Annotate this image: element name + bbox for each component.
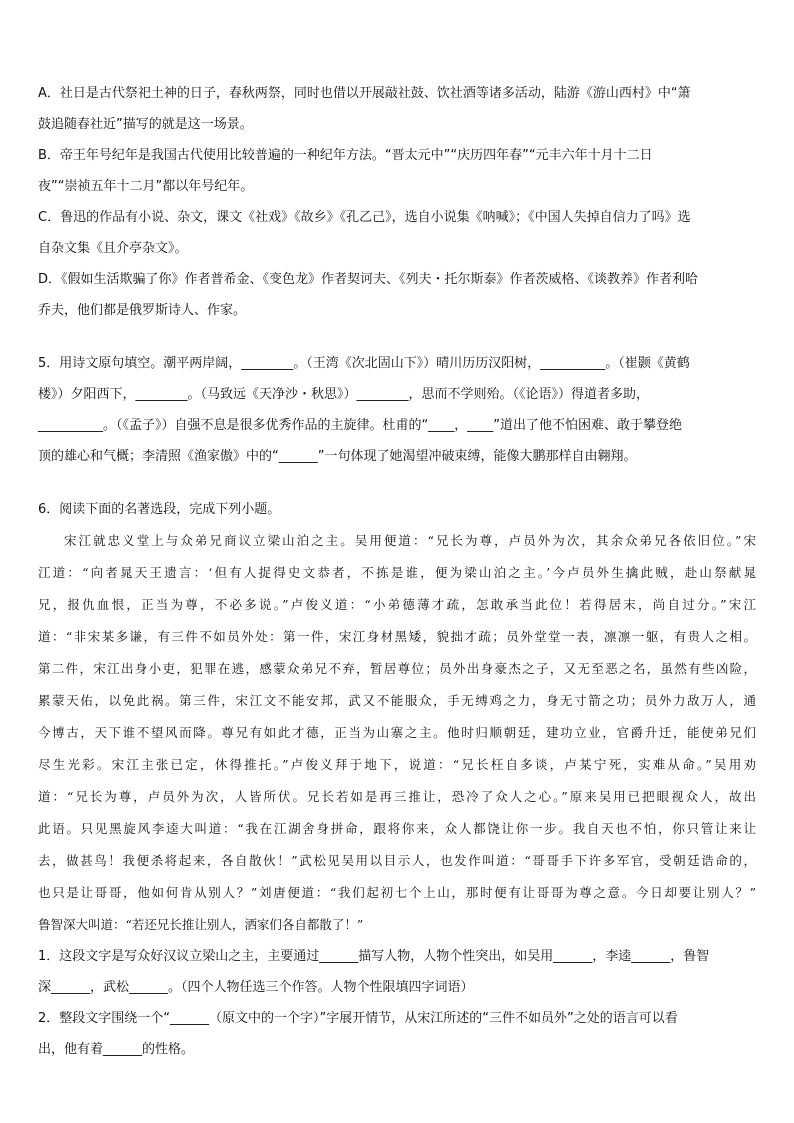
option-d-line-1: D．《假如生活欺骗了你》作者普希金、《变色龙》作者契诃夫、《列夫・托尔斯泰》作者茨威格、《谈教养》作者利哈 (38, 272, 699, 287)
q6-subquestion-2 (38, 1003, 756, 1065)
passage-line: 尽生光彩。宋江主张已定，休得推托。”卢俊义拜于地下，说道：“兄长枉自多谈，卢某宁死，实难从命。”吴用劝 (38, 757, 756, 772)
passage-line: 道：“非宋某多谦，有三件不如员外处：第一件，宋江身材黑矮，貌拙才疏；员外堂堂一表，凛凛一躯，有贵人之相。 (38, 629, 756, 644)
q5-line-1: 5．用诗文原句填空。潮平两岸阔，________。（王湾《次北固山下》）晴川历历汉阳树，__________。（崔颢《黄鹤 (38, 356, 690, 371)
option-b (38, 140, 756, 202)
passage-line: 第二件，宋江出身小吏，犯罪在逃，感蒙众弟兄不弃，暂居尊位；员外出身豪杰之子，又无至恶之名，虽然有些凶险， (38, 661, 756, 676)
q6-heading: 6．阅读下面的名著选段，完成下列小题。 (38, 502, 281, 517)
q5-line-2: 楼》）夕阳西下，________。（马致远《天净沙・秋思》）________，思而不学则殆。（《论语》）得道者多助， (38, 387, 650, 402)
passage-line: 去，做甚鸟！我便杀将起来，各自散伙！”武松见吴用以目示人，也发作叫道：“哥哥手下许多军官，受朝廷诰命的， (38, 853, 756, 868)
sub1-line-1: 1．这段文字是写众好汉议立梁山之主，主要通过______描写人物，人物个性突出，如吴用______，李逵______，鲁智 (38, 949, 710, 964)
option-a (38, 78, 756, 140)
spacer (38, 472, 756, 494)
passage-line: 今博古，天下谁不望风而降。尊兄有如此才德，正当为山寨之主。他时归顺朝廷，建功立业，官爵升迁，能使弟兄们 (38, 725, 756, 740)
option-b-line-1: B．帝王年号纪年是我国古代使用比较普遍的一种纪年方法。“晋太元中”“庆历四年春”“元丰六年十月十二日 (38, 148, 653, 163)
q6-passage (38, 525, 756, 941)
q6-subquestion-1 (38, 941, 756, 1003)
q5-line-3: __________。（《孟子》）自强不息是很多优秀作品的主旋律。杜甫的“____，____”道出了他不怕困难、敢于攀登绝 (38, 418, 682, 433)
passage-line: 宋江就忠义堂上与众弟兄商议立梁山泊之主。吴用便道：“兄长为尊，卢员外为次，其余众弟兄各依旧位。”宋 (64, 533, 756, 548)
option-c-line-2: 自杂文集《且介亭杂文》。 (38, 241, 188, 256)
passage-line: 江道：“向者晁天王遗言：‘但有人捉得史文恭者，不拣是谁，便为梁山泊之主。’今卢员外生擒此贼，赴山祭献晁 (38, 565, 756, 580)
passage-line: 累蒙天佑，以免此祸。第三件，宋江文不能安邦，武又不能服众，手无缚鸡之力，身无寸箭之功；员外力敌万人，通 (38, 693, 756, 708)
option-c (38, 202, 756, 264)
passage-line: 兄，报仇血恨，正当为尊，不必多说。”卢俊义道：“小弟德薄才疏，怎敢承当此位！若得居末，尚自过分。”宋江 (38, 597, 756, 612)
option-b-line-2: 夜”“崇祯五年十二月”都以年号纪年。 (38, 179, 254, 194)
question-5 (38, 348, 756, 472)
option-a-line-2: 鼓追随春社近”描写的就是这一场景。 (38, 117, 253, 132)
option-c-line-1: C．鲁迅的作品有小说、杂文，课文《社戏》《故乡》《孔乙己》，选自小说集《呐喊》；《中国人失掉自信力了吗》选 (38, 210, 691, 225)
passage-line: 道：“兄长为尊，卢员外为次，人皆所伏。兄长若如是再三推让，恐冷了众人之心。”原来吴用已把眼视众人，故出 (38, 789, 756, 804)
option-d-line-2: 乔夫，他们都是俄罗斯诗人、作家。 (38, 303, 247, 318)
passage-line: 鲁智深大叫道：“若还兄长推让别人，洒家们各自都散了！” (38, 917, 364, 932)
option-d (38, 264, 756, 326)
passage-line: 此语。只见黑旋风李逵大叫道：“我在江湖舍身拼命，跟将你来，众人都饶让你一步。我自天也不怕，你只管让来让 (38, 821, 756, 836)
option-a-line-1: A．社日是古代祭祀土神的日子，春秋两祭，同时也借以开展敲社鼓、饮社酒等诸多活动，陆游《游山西村》中“箫 (38, 86, 691, 101)
sub2-line-1: 2．整段文字围绕一个“______（原文中的一个字）”字展开情节，从宋江所述的“三件不如员外”之处的语言可以看 (38, 1011, 678, 1026)
q5-line-4: 顶的雄心和气概；李清照《渔家傲》中的“______”一句体现了她渴望冲破束缚，能像大鹏那样自由翱翔。 (38, 449, 637, 464)
passage-line: 也只是让哥哥，他如何肯从别人？”刘唐便道：“我们起初七个上山，那时便有让哥哥为尊之意。今日却要让别人？” (38, 885, 756, 900)
sub1-line-2: 深______，武松______。（四个人物任选三个作答。人物个性限填四字词语） (38, 980, 474, 995)
sub2-line-2: 出，他有着______的性格。 (38, 1042, 195, 1057)
spacer (38, 326, 756, 348)
question-6 (38, 494, 756, 1065)
document-page (38, 78, 756, 1065)
